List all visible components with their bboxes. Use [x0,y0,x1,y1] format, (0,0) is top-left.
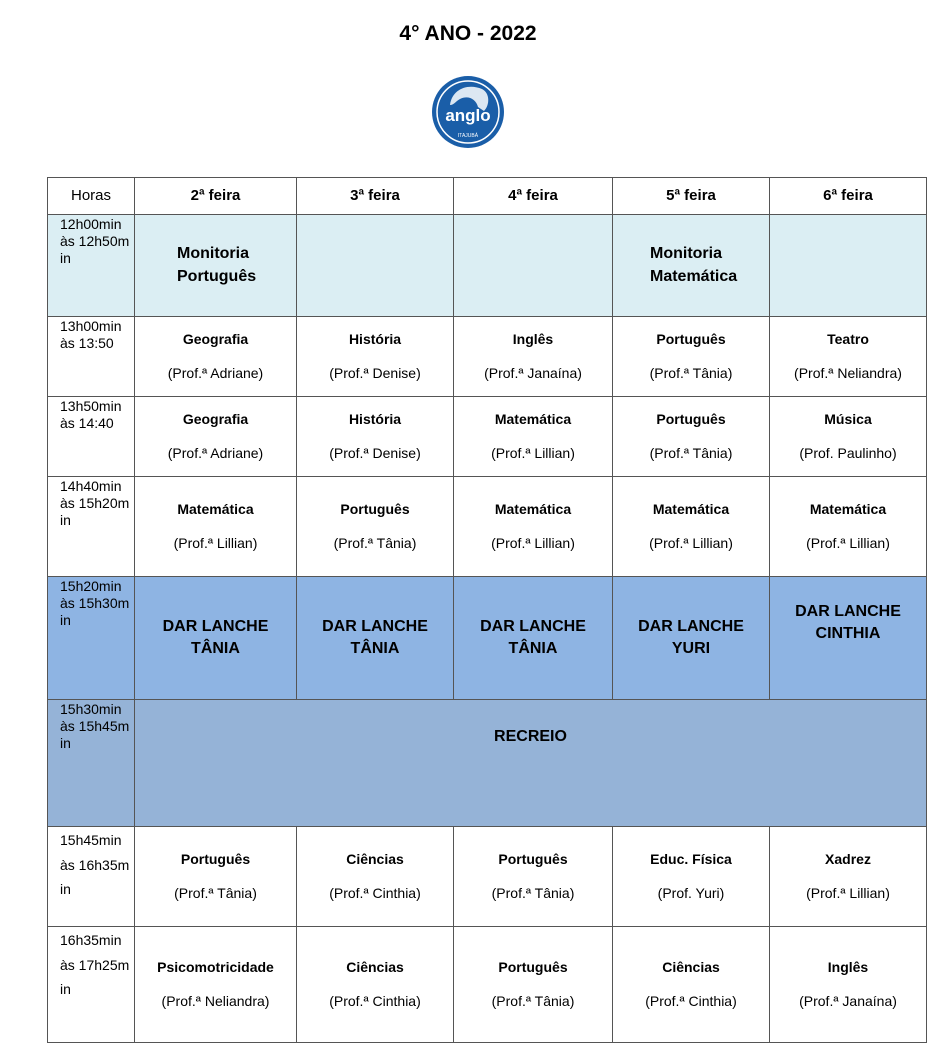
teacher: (Prof.ª Lillian) [806,885,890,901]
class-cell [770,477,927,577]
cell-line: DAR LANCHE [480,617,586,635]
teacher: (Prof. Paulinho) [799,445,897,461]
teacher: (Prof.ª Neliandra) [794,365,902,381]
teacher: (Prof.ª Janaína) [799,993,897,1009]
empty-cell [297,215,454,317]
table-row [48,477,927,577]
monitoria-cell [135,215,297,317]
class-cell [770,317,927,397]
time-cell: 12h00min às 12h50min [48,215,135,317]
teacher: (Prof.ª Neliandra) [161,993,270,1009]
class-cell [770,927,927,1043]
teacher: (Prof.ª Tânia) [491,993,575,1009]
header-day: 2ª feira [135,178,297,215]
class-cell [454,927,613,1043]
recreio-label: RECREIO [494,728,567,745]
subject: Português [656,331,726,348]
class-cell [454,827,613,927]
table-row [48,317,927,397]
class-cell [770,827,927,927]
class-cell [770,397,927,477]
cell-line: DAR LANCHE [322,617,428,635]
cell-line: Monitoria [650,245,722,263]
teacher: (Prof.ª Tânia) [174,885,257,901]
empty-cell [454,215,613,317]
teacher: (Prof.ª Lillian) [806,535,890,551]
cell-line: YURI [671,640,711,657]
class-cell [613,927,770,1043]
subject: Psicomotricidade [157,959,274,976]
class-cell [297,827,454,927]
time-cell: 15h20min às 15h30min [48,577,135,700]
cell-line: TÂNIA [508,640,558,657]
cell-line: Matemática [650,267,738,285]
teacher: (Prof.ª Tânia) [649,365,733,381]
subject: Português [498,851,568,868]
table-row [48,397,927,477]
subject: História [348,331,402,348]
subject: Matemática [809,501,887,518]
header-day: 3ª feira [297,178,454,215]
teacher: (Prof.ª Tânia) [333,535,417,551]
class-cell [297,317,454,397]
time-cell: 13h00min às 13:50 [48,317,135,397]
class-cell [135,397,297,477]
subject: Inglês [512,331,554,348]
time-cell: 16h35min às 17h25min [48,927,135,1043]
subject: Português [656,411,726,428]
table-row [48,577,927,700]
lanche-cell [135,577,297,700]
class-cell [613,397,770,477]
page-title: 4° ANO - 2022 [399,22,537,45]
teacher: (Prof.ª Denise) [329,445,421,461]
header-row [48,178,927,215]
teacher: (Prof.ª Adriane) [167,365,264,381]
teacher: (Prof.ª Janaína) [484,365,582,381]
subject: Ciências [346,851,404,868]
teacher: (Prof.ª Tânia) [491,885,575,901]
anglo-logo [428,75,508,153]
subject: Português [340,501,410,518]
class-cell [297,397,454,477]
cell-line: Português [177,267,257,285]
time-cell: 15h45min às 16h35min [48,827,135,927]
subject: Ciências [662,959,720,976]
teacher: (Prof.ª Lillian) [649,535,733,551]
class-cell [613,827,770,927]
class-cell [454,317,613,397]
subject: Música [824,411,872,428]
class-cell [135,927,297,1043]
subject: Teatro [827,331,869,348]
subject: Xadrez [825,851,871,868]
logo-city: ITAJUBÁ [457,133,479,139]
class-cell [454,397,613,477]
header-horas: Horas [48,178,135,215]
class-cell [454,477,613,577]
header-day: 6ª feira [770,178,927,215]
teacher: (Prof.ª Tânia) [649,445,733,461]
logo-brand: anglo [445,106,491,125]
time-cell: 13h50min às 14:40 [48,397,135,477]
monitoria-cell [613,215,770,317]
subject: Matemática [652,501,730,518]
subject: Ciências [346,959,404,976]
subject: Matemática [494,411,572,428]
cell-line: TÂNIA [191,640,240,657]
lanche-cell [297,577,454,700]
cell-line: DAR LANCHE [638,617,744,635]
table-row [48,215,927,317]
teacher: (Prof.ª Cinthia) [329,993,421,1009]
time-cell: 15h30min às 15h45min [48,700,135,827]
lanche-cell [770,577,927,700]
teacher: (Prof.ª Denise) [329,365,421,381]
teacher: (Prof.ª Adriane) [167,445,264,461]
header-day: 5ª feira [613,178,770,215]
lanche-cell [613,577,770,700]
cell-line: CINTHIA [815,625,881,643]
subject: Português [180,851,251,868]
schedule-table [47,177,927,1043]
teacher: (Prof.ª Lillian) [491,535,575,551]
teacher: (Prof.ª Lillian) [173,535,258,551]
table-row [48,927,927,1043]
cell-line: TÂNIA [350,640,400,657]
cell-line: Monitoria [177,245,249,263]
header-day: 4ª feira [454,178,613,215]
class-cell [135,317,297,397]
class-cell [135,477,297,577]
cell-line: DAR LANCHE [162,617,269,635]
subject: Educ. Física [650,851,732,868]
class-cell [297,927,454,1043]
recreio-cell [135,700,927,827]
subject: Português [498,959,568,976]
subject: Inglês [827,959,869,976]
class-cell [135,827,297,927]
empty-cell [770,215,927,317]
table-row [48,827,927,927]
subject: Geografia [182,411,249,428]
subject: História [348,411,402,428]
class-cell [613,317,770,397]
time-cell: 14h40min às 15h20min [48,477,135,577]
class-cell [297,477,454,577]
teacher: (Prof.ª Cinthia) [645,993,737,1009]
subject: Geografia [182,331,249,348]
class-cell [613,477,770,577]
cell-line: DAR LANCHE [795,603,901,620]
teacher: (Prof. Yuri) [657,885,725,901]
lanche-cell [454,577,613,700]
subject: Matemática [494,501,572,518]
teacher: (Prof.ª Cinthia) [329,885,421,901]
teacher: (Prof.ª Lillian) [491,445,575,461]
subject: Matemática [177,501,254,518]
table-row [48,700,927,827]
